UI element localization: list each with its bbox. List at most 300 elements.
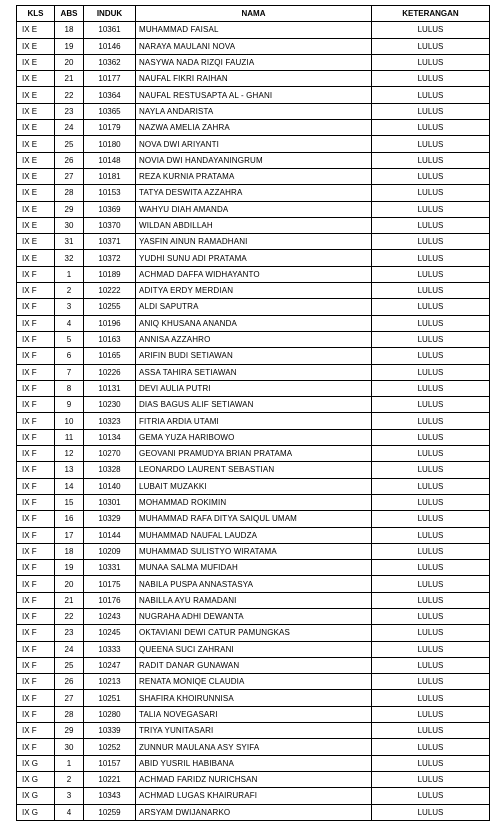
table-row: [17, 348, 490, 364]
header-row: [17, 6, 490, 22]
table-row: [17, 674, 490, 690]
nama-cell: RADIT DANAR GUNAWAN: [136, 657, 372, 673]
abs-cell: 22: [55, 608, 84, 624]
nama-cell: NABILLA AYU RAMADANI: [136, 592, 372, 608]
nama-cell: NAUFAL FIKRI RAIHAN: [136, 71, 372, 87]
abs-cell: 30: [55, 217, 84, 233]
table-row: [17, 657, 490, 673]
nama-cell: MUHAMMAD SULISTYO WIRATAMA: [136, 543, 372, 559]
nama-cell: REZA KURNIA PRATAMA: [136, 168, 372, 184]
keterangan-cell: LULUS: [372, 348, 490, 364]
induk-cell: 10252: [84, 739, 136, 755]
abs-cell: 29: [55, 723, 84, 739]
keterangan-cell: LULUS: [372, 723, 490, 739]
induk-cell: 10328: [84, 462, 136, 478]
keterangan-cell: LULUS: [372, 739, 490, 755]
table-row: [17, 380, 490, 396]
abs-cell: 24: [55, 120, 84, 136]
header-keterangan: KETERANGAN: [372, 6, 490, 22]
abs-cell: 30: [55, 739, 84, 755]
table-row: [17, 625, 490, 641]
table-row: [17, 364, 490, 380]
kls-cell: IX F: [17, 397, 55, 413]
table-row: [17, 299, 490, 315]
abs-cell: 2: [55, 283, 84, 299]
keterangan-cell: LULUS: [372, 511, 490, 527]
kls-cell: IX E: [17, 71, 55, 87]
keterangan-cell: LULUS: [372, 494, 490, 510]
keterangan-cell: LULUS: [372, 527, 490, 543]
table-row: [17, 38, 490, 54]
table-row: [17, 250, 490, 266]
kls-cell: IX E: [17, 54, 55, 70]
table-row: [17, 22, 490, 38]
kls-cell: IX E: [17, 234, 55, 250]
keterangan-cell: LULUS: [372, 576, 490, 592]
induk-cell: 10365: [84, 103, 136, 119]
keterangan-cell: LULUS: [372, 266, 490, 282]
table-row: [17, 723, 490, 739]
table-row: [17, 71, 490, 87]
induk-cell: 10270: [84, 446, 136, 462]
abs-cell: 28: [55, 706, 84, 722]
kls-cell: IX F: [17, 706, 55, 722]
kls-cell: IX F: [17, 364, 55, 380]
graduation-table: [16, 5, 490, 821]
kls-cell: IX E: [17, 168, 55, 184]
table-row: [17, 478, 490, 494]
induk-cell: 10153: [84, 185, 136, 201]
induk-cell: 10221: [84, 771, 136, 787]
kls-cell: IX F: [17, 348, 55, 364]
keterangan-cell: LULUS: [372, 657, 490, 673]
induk-cell: 10361: [84, 22, 136, 38]
keterangan-cell: LULUS: [372, 771, 490, 787]
abs-cell: 25: [55, 136, 84, 152]
table-row: [17, 103, 490, 119]
table-row: [17, 511, 490, 527]
nama-cell: NABILA PUSPA ANNASTASYA: [136, 576, 372, 592]
abs-cell: 17: [55, 527, 84, 543]
nama-cell: DIAS BAGUS ALIF SETIAWAN: [136, 397, 372, 413]
table-row: [17, 54, 490, 70]
nama-cell: ANNISA AZZAHRO: [136, 331, 372, 347]
induk-cell: 10157: [84, 755, 136, 771]
nama-cell: MUNAA SALMA MUFIDAH: [136, 560, 372, 576]
induk-cell: 10301: [84, 494, 136, 510]
keterangan-cell: LULUS: [372, 283, 490, 299]
induk-cell: 10333: [84, 641, 136, 657]
abs-cell: 19: [55, 38, 84, 54]
abs-cell: 21: [55, 71, 84, 87]
keterangan-cell: LULUS: [372, 625, 490, 641]
keterangan-cell: LULUS: [372, 201, 490, 217]
abs-cell: 26: [55, 674, 84, 690]
abs-cell: 13: [55, 462, 84, 478]
keterangan-cell: LULUS: [372, 429, 490, 445]
table-row: [17, 739, 490, 755]
induk-cell: 10323: [84, 413, 136, 429]
abs-cell: 3: [55, 299, 84, 315]
abs-cell: 21: [55, 592, 84, 608]
abs-cell: 23: [55, 103, 84, 119]
nama-cell: ACHMAD FARIDZ NURICHSAN: [136, 771, 372, 787]
abs-cell: 14: [55, 478, 84, 494]
keterangan-cell: LULUS: [372, 250, 490, 266]
keterangan-cell: LULUS: [372, 397, 490, 413]
nama-cell: ALDI SAPUTRA: [136, 299, 372, 315]
induk-cell: 10369: [84, 201, 136, 217]
abs-cell: 9: [55, 397, 84, 413]
abs-cell: 15: [55, 494, 84, 510]
abs-cell: 3: [55, 788, 84, 804]
table-row: [17, 560, 490, 576]
abs-cell: 10: [55, 413, 84, 429]
keterangan-cell: LULUS: [372, 592, 490, 608]
kls-cell: IX F: [17, 429, 55, 445]
kls-cell: IX F: [17, 543, 55, 559]
table-row: [17, 527, 490, 543]
nama-cell: NASYWA NADA RIZQI FAUZIA: [136, 54, 372, 70]
keterangan-cell: LULUS: [372, 299, 490, 315]
keterangan-cell: LULUS: [372, 234, 490, 250]
induk-cell: 10148: [84, 152, 136, 168]
abs-cell: 29: [55, 201, 84, 217]
nama-cell: MOHAMMAD ROKIMIN: [136, 494, 372, 510]
induk-cell: 10131: [84, 380, 136, 396]
kls-cell: IX F: [17, 625, 55, 641]
kls-cell: IX G: [17, 804, 55, 820]
kls-cell: IX F: [17, 527, 55, 543]
induk-cell: 10371: [84, 234, 136, 250]
kls-cell: IX F: [17, 674, 55, 690]
nama-cell: ACHMAD LUGAS KHAIRURAFI: [136, 788, 372, 804]
kls-cell: IX F: [17, 446, 55, 462]
table-row: [17, 283, 490, 299]
induk-cell: 10226: [84, 364, 136, 380]
nama-cell: LEONARDO LAURENT SEBASTIAN: [136, 462, 372, 478]
induk-cell: 10163: [84, 331, 136, 347]
nama-cell: SHAFIRA KHOIRUNNISA: [136, 690, 372, 706]
keterangan-cell: LULUS: [372, 152, 490, 168]
induk-cell: 10146: [84, 38, 136, 54]
kls-cell: IX E: [17, 120, 55, 136]
table-row: [17, 397, 490, 413]
keterangan-cell: LULUS: [372, 364, 490, 380]
kls-cell: IX F: [17, 413, 55, 429]
induk-cell: 10165: [84, 348, 136, 364]
abs-cell: 4: [55, 804, 84, 820]
induk-cell: 10176: [84, 592, 136, 608]
header-induk: INDUK: [84, 6, 136, 22]
table-row: [17, 608, 490, 624]
table-row: [17, 120, 490, 136]
table-row: [17, 168, 490, 184]
nama-cell: ASSA TAHIRA SETIAWAN: [136, 364, 372, 380]
keterangan-cell: LULUS: [372, 38, 490, 54]
table-row: [17, 185, 490, 201]
kls-cell: IX F: [17, 576, 55, 592]
nama-cell: MUHAMMAD NAUFAL LAUDZA: [136, 527, 372, 543]
abs-cell: 18: [55, 22, 84, 38]
kls-cell: IX F: [17, 657, 55, 673]
table-row: [17, 690, 490, 706]
induk-cell: 10140: [84, 478, 136, 494]
abs-cell: 12: [55, 446, 84, 462]
keterangan-cell: LULUS: [372, 446, 490, 462]
table-row: [17, 136, 490, 152]
keterangan-cell: LULUS: [372, 804, 490, 820]
abs-cell: 20: [55, 576, 84, 592]
abs-cell: 1: [55, 755, 84, 771]
induk-cell: 10280: [84, 706, 136, 722]
nama-cell: ARIFIN BUDI SETIAWAN: [136, 348, 372, 364]
abs-cell: 26: [55, 152, 84, 168]
nama-cell: MUHAMMAD FAISAL: [136, 22, 372, 38]
induk-cell: 10189: [84, 266, 136, 282]
induk-cell: 10251: [84, 690, 136, 706]
kls-cell: IX F: [17, 315, 55, 331]
abs-cell: 27: [55, 690, 84, 706]
induk-cell: 10134: [84, 429, 136, 445]
nama-cell: ZUNNUR MAULANA ASY SYIFA: [136, 739, 372, 755]
abs-cell: 11: [55, 429, 84, 445]
nama-cell: MUHAMMAD RAFA DITYA SAIQUL UMAM: [136, 511, 372, 527]
table-row: [17, 217, 490, 233]
kls-cell: IX E: [17, 87, 55, 103]
keterangan-cell: LULUS: [372, 185, 490, 201]
induk-cell: 10177: [84, 71, 136, 87]
keterangan-cell: LULUS: [372, 690, 490, 706]
kls-cell: IX G: [17, 788, 55, 804]
kls-cell: IX F: [17, 723, 55, 739]
kls-cell: IX F: [17, 478, 55, 494]
keterangan-cell: LULUS: [372, 168, 490, 184]
abs-cell: 32: [55, 250, 84, 266]
kls-cell: IX F: [17, 592, 55, 608]
keterangan-cell: LULUS: [372, 413, 490, 429]
nama-cell: NAZWA AMELIA ZAHRA: [136, 120, 372, 136]
induk-cell: 10181: [84, 168, 136, 184]
kls-cell: IX F: [17, 283, 55, 299]
table-row: [17, 804, 490, 820]
keterangan-cell: LULUS: [372, 87, 490, 103]
nama-cell: DEVI AULIA PUTRI: [136, 380, 372, 396]
kls-cell: IX F: [17, 511, 55, 527]
nama-cell: FITRIA ARDIA UTAMI: [136, 413, 372, 429]
nama-cell: GEMA YUZA HARIBOWO: [136, 429, 372, 445]
nama-cell: YUDHI SUNU ADI PRATAMA: [136, 250, 372, 266]
abs-cell: 31: [55, 234, 84, 250]
keterangan-cell: LULUS: [372, 103, 490, 119]
induk-cell: 10329: [84, 511, 136, 527]
keterangan-cell: LULUS: [372, 755, 490, 771]
keterangan-cell: LULUS: [372, 543, 490, 559]
kls-cell: IX E: [17, 217, 55, 233]
nama-cell: NUGRAHA ADHI DEWANTA: [136, 608, 372, 624]
keterangan-cell: LULUS: [372, 217, 490, 233]
induk-cell: 10209: [84, 543, 136, 559]
header-abs: ABS: [55, 6, 84, 22]
abs-cell: 7: [55, 364, 84, 380]
nama-cell: TATYA DESWITA AZZAHRA: [136, 185, 372, 201]
table-row: [17, 266, 490, 282]
abs-cell: 5: [55, 331, 84, 347]
table-row: [17, 576, 490, 592]
table-row: [17, 201, 490, 217]
table-row: [17, 152, 490, 168]
nama-cell: YASFIN AINUN RAMADHANI: [136, 234, 372, 250]
kls-cell: IX G: [17, 755, 55, 771]
keterangan-cell: LULUS: [372, 331, 490, 347]
table-row: [17, 234, 490, 250]
induk-cell: 10213: [84, 674, 136, 690]
table-row: [17, 592, 490, 608]
nama-cell: LUBAIT MUZAKKI: [136, 478, 372, 494]
nama-cell: NAYLA ANDARISTA: [136, 103, 372, 119]
abs-cell: 24: [55, 641, 84, 657]
kls-cell: IX F: [17, 331, 55, 347]
induk-cell: 10175: [84, 576, 136, 592]
table-row: [17, 315, 490, 331]
table-row: [17, 331, 490, 347]
table-row: [17, 771, 490, 787]
keterangan-cell: LULUS: [372, 22, 490, 38]
nama-cell: ABID YUSRIL HABIBANA: [136, 755, 372, 771]
kls-cell: IX E: [17, 250, 55, 266]
induk-cell: 10259: [84, 804, 136, 820]
kls-cell: IX F: [17, 739, 55, 755]
induk-cell: 10372: [84, 250, 136, 266]
abs-cell: 8: [55, 380, 84, 396]
nama-cell: NOVIA DWI HANDAYANINGRUM: [136, 152, 372, 168]
induk-cell: 10245: [84, 625, 136, 641]
kls-cell: IX F: [17, 690, 55, 706]
header-nama: NAMA: [136, 6, 372, 22]
table-row: [17, 641, 490, 657]
nama-cell: RENATA MONIQE CLAUDIA: [136, 674, 372, 690]
table-row: [17, 462, 490, 478]
abs-cell: 6: [55, 348, 84, 364]
abs-cell: 23: [55, 625, 84, 641]
table-row: [17, 788, 490, 804]
kls-cell: IX F: [17, 641, 55, 657]
induk-cell: 10255: [84, 299, 136, 315]
induk-cell: 10243: [84, 608, 136, 624]
induk-cell: 10222: [84, 283, 136, 299]
kls-cell: IX F: [17, 608, 55, 624]
kls-cell: IX E: [17, 38, 55, 54]
induk-cell: 10370: [84, 217, 136, 233]
kls-cell: IX F: [17, 560, 55, 576]
nama-cell: ANIQ KHUSANA ANANDA: [136, 315, 372, 331]
induk-cell: 10364: [84, 87, 136, 103]
keterangan-cell: LULUS: [372, 380, 490, 396]
kls-cell: IX F: [17, 380, 55, 396]
induk-cell: 10179: [84, 120, 136, 136]
kls-cell: IX F: [17, 299, 55, 315]
kls-cell: IX E: [17, 201, 55, 217]
induk-cell: 10362: [84, 54, 136, 70]
keterangan-cell: LULUS: [372, 706, 490, 722]
induk-cell: 10343: [84, 788, 136, 804]
nama-cell: WAHYU DIAH AMANDA: [136, 201, 372, 217]
keterangan-cell: LULUS: [372, 608, 490, 624]
table-row: [17, 446, 490, 462]
header-kls: KLS: [17, 6, 55, 22]
keterangan-cell: LULUS: [372, 674, 490, 690]
keterangan-cell: LULUS: [372, 136, 490, 152]
kls-cell: IX F: [17, 494, 55, 510]
keterangan-cell: LULUS: [372, 54, 490, 70]
nama-cell: NOVA DWI ARIYANTI: [136, 136, 372, 152]
nama-cell: QUEENA SUCI ZAHRANI: [136, 641, 372, 657]
abs-cell: 19: [55, 560, 84, 576]
abs-cell: 4: [55, 315, 84, 331]
nama-cell: TALIA NOVEGASARI: [136, 706, 372, 722]
nama-cell: ACHMAD DAFFA WIDHAYANTO: [136, 266, 372, 282]
abs-cell: 25: [55, 657, 84, 673]
table-row: [17, 494, 490, 510]
keterangan-cell: LULUS: [372, 315, 490, 331]
induk-cell: 10339: [84, 723, 136, 739]
nama-cell: OKTAVIANI DEWI CATUR PAMUNGKAS: [136, 625, 372, 641]
induk-cell: 10331: [84, 560, 136, 576]
nama-cell: ARSYAM DWIJANARKO: [136, 804, 372, 820]
abs-cell: 20: [55, 54, 84, 70]
induk-cell: 10180: [84, 136, 136, 152]
abs-cell: 18: [55, 543, 84, 559]
table-row: [17, 429, 490, 445]
kls-cell: IX E: [17, 185, 55, 201]
table-row: [17, 543, 490, 559]
induk-cell: 10144: [84, 527, 136, 543]
keterangan-cell: LULUS: [372, 478, 490, 494]
kls-cell: IX E: [17, 136, 55, 152]
kls-cell: IX F: [17, 266, 55, 282]
keterangan-cell: LULUS: [372, 560, 490, 576]
keterangan-cell: LULUS: [372, 120, 490, 136]
kls-cell: IX G: [17, 771, 55, 787]
abs-cell: 27: [55, 168, 84, 184]
induk-cell: 10247: [84, 657, 136, 673]
nama-cell: NAUFAL RESTUSAPTA AL - GHANI: [136, 87, 372, 103]
abs-cell: 2: [55, 771, 84, 787]
table-row: [17, 755, 490, 771]
nama-cell: WILDAN ABDILLAH: [136, 217, 372, 233]
table-row: [17, 706, 490, 722]
keterangan-cell: LULUS: [372, 788, 490, 804]
kls-cell: IX E: [17, 152, 55, 168]
induk-cell: 10230: [84, 397, 136, 413]
nama-cell: GEOVANI PRAMUDYA BRIAN PRATAMA: [136, 446, 372, 462]
nama-cell: NARAYA MAULANI NOVA: [136, 38, 372, 54]
kls-cell: IX F: [17, 462, 55, 478]
induk-cell: 10196: [84, 315, 136, 331]
keterangan-cell: LULUS: [372, 641, 490, 657]
table-row: [17, 87, 490, 103]
nama-cell: ADITYA ERDY MERDIAN: [136, 283, 372, 299]
kls-cell: IX E: [17, 103, 55, 119]
abs-cell: 1: [55, 266, 84, 282]
kls-cell: IX E: [17, 22, 55, 38]
keterangan-cell: LULUS: [372, 462, 490, 478]
nama-cell: TRIYA YUNITASARI: [136, 723, 372, 739]
table-row: [17, 413, 490, 429]
keterangan-cell: LULUS: [372, 71, 490, 87]
abs-cell: 22: [55, 87, 84, 103]
table-body: [17, 22, 490, 821]
